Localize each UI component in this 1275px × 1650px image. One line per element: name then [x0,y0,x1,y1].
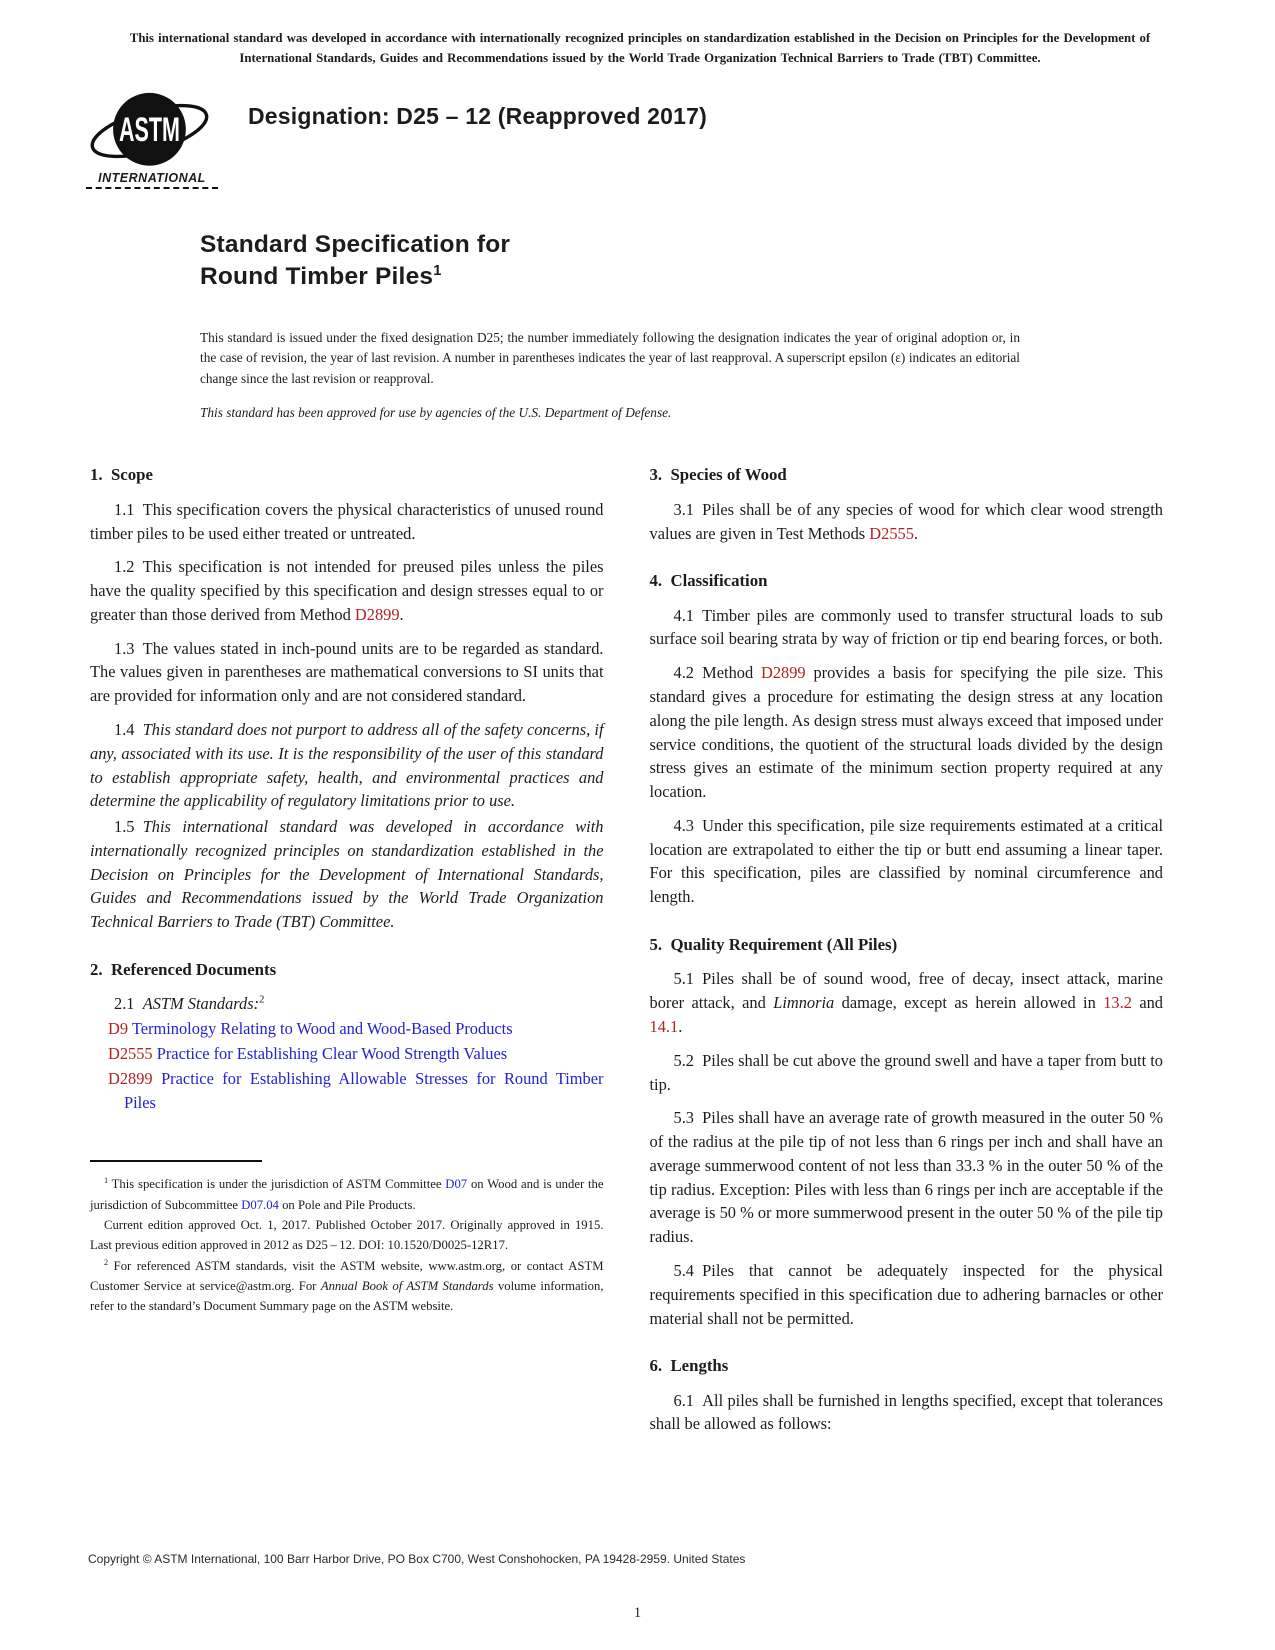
astm-international-label: INTERNATIONAL [86,171,218,189]
link-d2899-ref[interactable]: D2899 [108,1068,153,1088]
para-5-4: 5.4 Piles that cannot be adequately inspected for the physical requirements specified in this specification due to adhering barnacles or other material shall not be permitted. [649,1260,1163,1328]
link-d2899-3[interactable]: D2899 [761,663,806,683]
section-classification [650,569,1164,909]
right-column [650,461,1164,1436]
footnote-1-edition: Current edition approved Oct. 1, 2017. Published October 2017. Originally approved in 1915. Last previous edition approved in 2012 as D25 – 12. DOI: 10.1520/D0025-12R17. [90,1217,604,1253]
section-lengths [650,1354,1164,1436]
issuance-note: This standard is issued under the fixed designation D25; the number immediately following the designation indicates the year of original adoption or, in the case of revision, the year of last revision. A number in parentheses indicates the year of last reapproval. A superscript epsilon (ε) indicates an editorial change since the last revision or reapproval. [200,329,1020,386]
link-d2899-title[interactable]: Practice for Establishing Allowable Stresses for Round Timber Piles [124,1068,604,1112]
footnote-2: $^2$ For referenced ASTM standards, visit the ASTM website, www.astm.org, or contact ASTM Customer Service at service@astm.org. For Annual Book of ASTM Standards volume information, refer to the standard’s Document Summary page on the ASTM website. [90,1257,604,1314]
link-d2555-title[interactable]: Practice for Establishing Clear Wood Strength Values [152,1043,508,1063]
document-title [200,229,1275,294]
body-columns [90,461,1163,1436]
wto-notice: This international standard was developed in accordance with internationally recognized principles on standardization established in the Decision on Principles for the Development of International Standards, Guides and Recommendations issued by the World Trade Organization Technical Barriers to Trade (TBT) Committee. [129,31,1151,66]
para-5-1: 5.1 Piles shall be of sound wood, free of decay, insect attack, marine borer attack, and Limnoria damage, except as herein allowed in 13.2 and 14.1. [649,969,1163,1036]
reference-d2555 [90,1042,604,1066]
section-2-heading: 2. Referenced Documents [90,960,277,980]
designation: Designation: D25 – 12 (Reapproved 2017) [248,102,708,129]
link-d07-04[interactable]: D07.04 [241,1197,279,1212]
section-quality-requirement [650,933,1164,1330]
title-line-2: Round Timber Piles [200,263,434,291]
left-column [90,461,604,1436]
link-d2899[interactable]: D2899 [354,604,400,624]
section-1-heading: 1. Scope [90,465,153,485]
section-5-heading: 5. Quality Requirement (All Piles) [649,935,898,955]
para-1-3: 1.3 The values stated in inch-pound units are to be regarded as standard. The values given in parentheses are mathematical conversions to SI units that are provided for information only and are not considered standard. [90,638,604,706]
reference-d2899 [90,1067,604,1115]
link-d2555[interactable]: D2555 [108,1043,153,1063]
para-3-1: 3.1 Piles shall be of any species of wood for which clear wood strength values are given in Test Methods D2555. [649,499,1163,543]
footnote-1: $^1$ This specification is under the jurisdiction of ASTM Committee D07 on Wood and is under the jurisdiction of Subcommittee D07.04 on Pole and Pile Products. [90,1176,604,1212]
section-6-heading: 6. Lengths [649,1356,729,1376]
link-13-2[interactable]: 13.2 [1103,993,1132,1013]
dod-approval-note: This standard has been approved for use by agencies of the U.S. Department of Defense. [200,405,672,421]
title-footnote-marker: 1 [433,263,442,280]
link-d2555-2[interactable]: D2555 [869,523,914,543]
para-4-1: 4.1 Timber piles are commonly used to transfer structural loads to sub surface soil bearing strata by way of friction or tip end bearing forces, or both. [649,605,1163,649]
section-4-heading: 4. Classification [649,571,768,591]
astm-globe-icon [88,87,216,175]
footer-copyright: Copyright © ASTM International, 100 Barr Harbor Drive, PO Box C700, West Conshohocken, PA 19428-2959. United States [88,1552,746,1566]
para-1-1: 1.1 This specification covers the physical characteristics of unused round timber piles to be used either treated or untreated. [90,499,604,543]
para-2-1: 2.1 ASTM Standards:$^2$ [114,994,265,1014]
section-3-heading: 3. Species of Wood [649,465,787,485]
astm-acronym: ASTM [119,111,180,150]
section-species-of-wood [650,463,1164,545]
para-5-3: 5.3 Piles shall have an average rate of growth measured in the outer 50 % of the radius at the pile tip of not less than 6 rings per inch and shall have an average summerwood content of not less than 33.3 % in the outer 50 % of the tip radius. Exception: Piles with less than 6 rings per inch are acceptable if the average is 50 % or more summerwood present in the outer 50 % of the pile tip radius. [649,1108,1163,1247]
para-1-4: 1.4 This standard does not purport to address all of the safety concerns, if any, associated with its use. It is the responsibility of the user of this standard to establish appropriate safety, health, and environmental practices and determine the applicability of regulatory limitations prior to use. [90,720,604,811]
astm-logo [86,87,218,189]
link-d9[interactable]: D9 [108,1019,129,1039]
section-scope [90,463,604,934]
para-4-3: 4.3 Under this specification, pile size requirements estimated at a critical location are extrapolated to either the tip or butt end assuming a linear taper. For this specification, piles are classified by nominal circumference and length. [649,815,1163,907]
reference-d9 [90,1017,604,1041]
para-1-5: 1.5 This international standard was developed in accordance with internationally recognized principles on standardization established in the Decision on Principles for the Development of International Standards, Guides and Recommendations issued by the World Trade Organization Technical Barriers to Trade (TBT) Committee. [90,817,604,932]
section-referenced-documents [90,958,604,1114]
para-5-2: 5.2 Piles shall be cut above the ground swell and have a taper from butt to tip. [649,1050,1163,1094]
para-6-1: 6.1 All piles shall be furnished in lengths specified, except that tolerances shall be allowed as follows: [649,1390,1163,1434]
link-14-1[interactable]: 14.1 [649,1016,679,1036]
masthead [86,87,1275,189]
link-d07[interactable]: D07 [445,1177,468,1192]
link-d9-title[interactable]: Terminology Relating to Wood and Wood-Based Products [128,1019,513,1039]
para-4-2: 4.2 Method D2899 provides a basis for specifying the pile size. This standard gives a procedure for estimating the design stress at any location along the pile length. As design stress must always exceed that imposed under service conditions, the quotient of the structural loads divided by the design stress gives an estimate of the minimum section property required at any location. [649,663,1163,802]
footnotes-block [90,1160,604,1316]
title-line-1: Standard Specification for [200,230,511,258]
para-1-2: 1.2 This specification is not intended for preused piles unless the piles have the quality specified by this specification and design stresses equal to or greater than those derived from Method D2899. [90,557,604,624]
page-number: 1 [633,1605,642,1621]
footnote-separator [90,1160,262,1162]
